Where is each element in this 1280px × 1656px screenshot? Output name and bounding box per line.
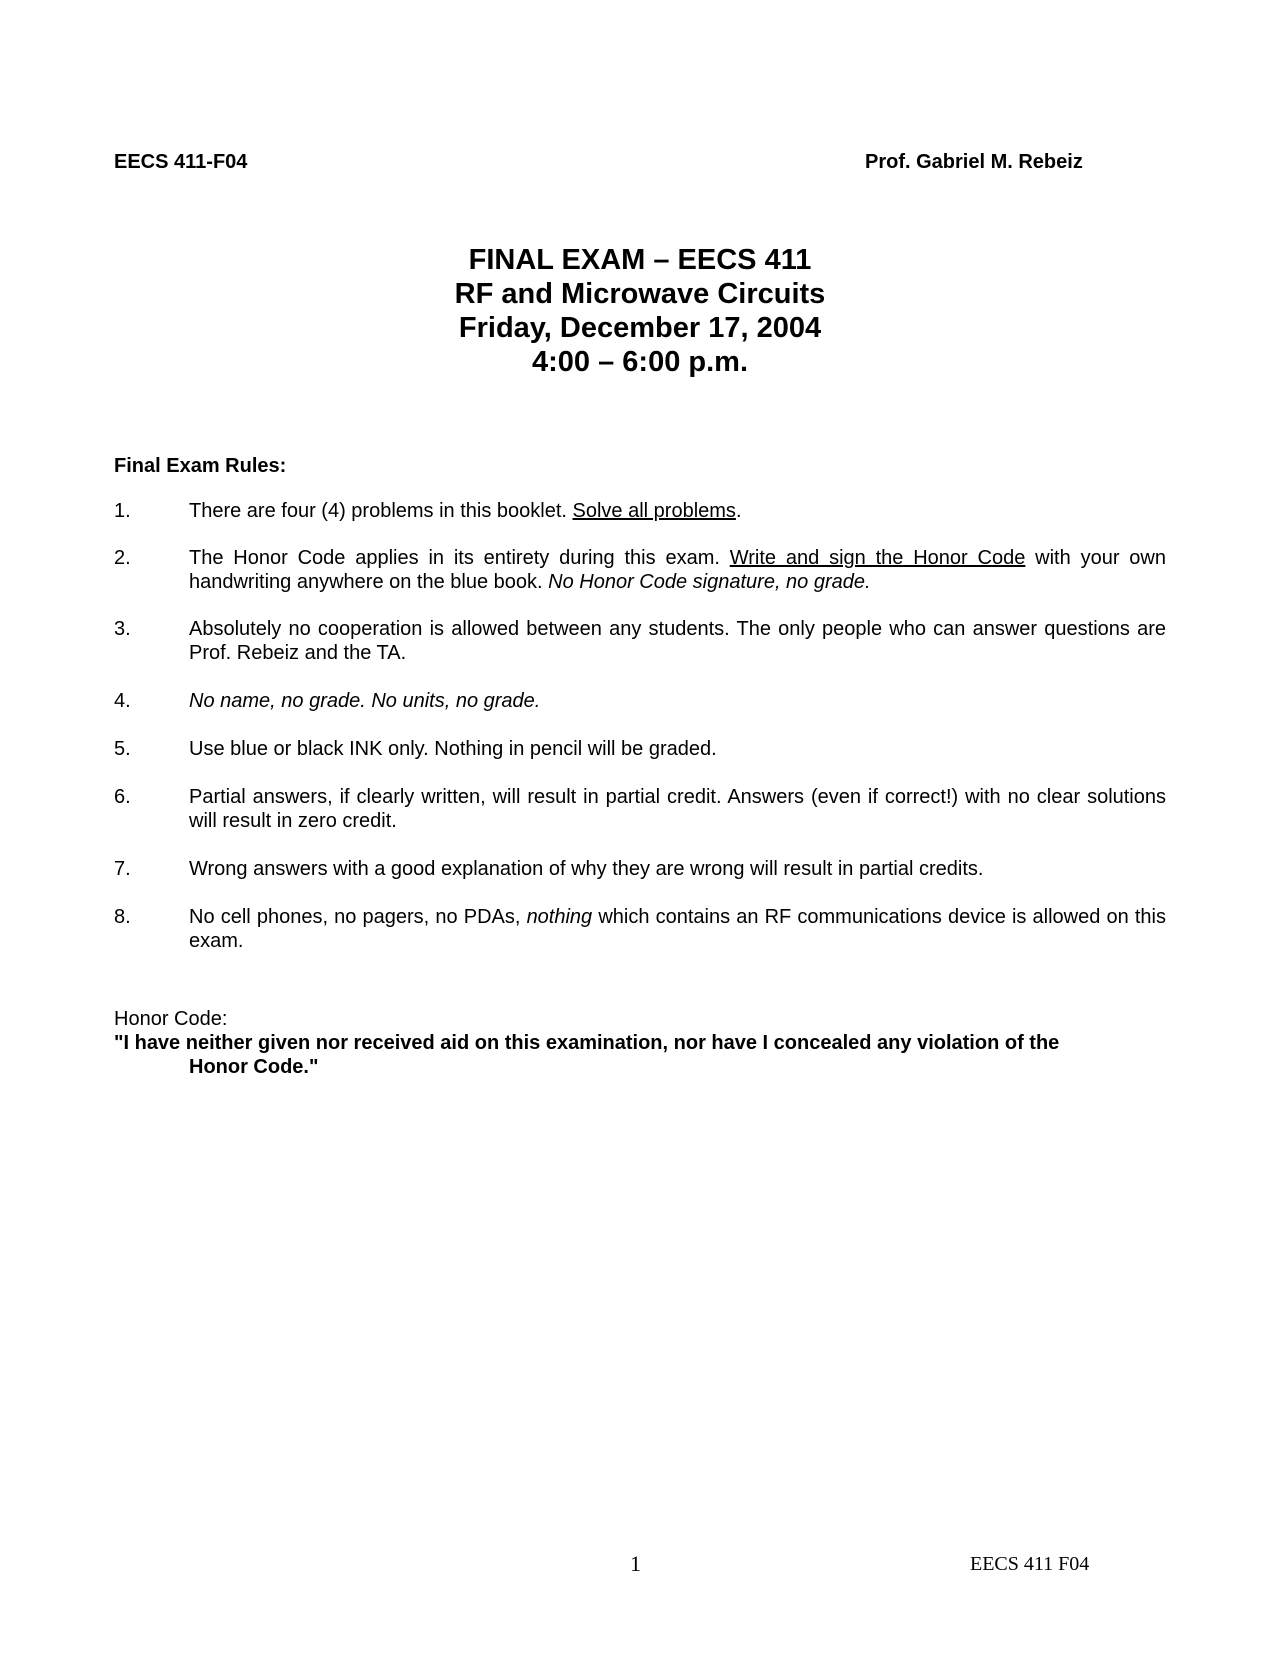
rule-text-segment: No cell phones, no pagers, no PDAs, [189, 906, 527, 928]
rule-text [189, 546, 1166, 594]
rule-text-segment: . [735, 500, 742, 522]
rule-number: 5. [114, 738, 131, 760]
rule-text [189, 689, 1166, 713]
exam-date: Friday, December 17, 2004 [458, 312, 822, 344]
exam-title: FINAL EXAM – EECS 411 [468, 244, 812, 276]
rule-italic-text: No Honor Code signature, no grade. [548, 571, 871, 593]
rule-text [189, 737, 1166, 761]
rule-text-segment: The Honor Code applies in its entirety during this exam. [189, 547, 730, 569]
rule-italic-text: No name, no grade. No units, no grade. [189, 690, 541, 712]
rule-number: 3. [114, 618, 131, 640]
footer-course-code: EECS 411 F04 [970, 1553, 1090, 1575]
rule-number: 6. [114, 786, 131, 808]
rule-text [189, 785, 1166, 833]
honor-code-line: Honor Code." [189, 1056, 319, 1078]
professor-name: Prof. Gabriel M. Rebeiz [865, 151, 1083, 173]
honor-code-statement [114, 1031, 1134, 1079]
rule-item [114, 737, 1166, 761]
rule-italic-text: nothing [526, 906, 593, 928]
rule-item [114, 905, 1166, 953]
rule-item [114, 857, 1166, 881]
rule-text-segment: which contains an RF communications device is allowed on this exam. [189, 906, 1166, 952]
exam-time: 4:00 – 6:00 p.m. [532, 346, 748, 378]
exam-title-block [0, 243, 1280, 379]
rule-underlined-text: Solve all problems [572, 500, 736, 522]
rule-number: 1. [114, 500, 131, 522]
rule-number: 2. [114, 547, 131, 569]
rule-text [189, 499, 1166, 523]
rule-text-segment: Absolutely no cooperation is allowed between any students. The only people who can answer questions are Prof. Rebeiz and the TA. [189, 618, 1166, 664]
rule-item [114, 499, 1166, 523]
rule-number: 7. [114, 858, 131, 880]
course-title: RF and Microwave Circuits [454, 278, 826, 310]
rule-item [114, 546, 1166, 594]
rule-item [114, 785, 1166, 833]
rule-item [114, 617, 1166, 665]
honor-code-label: Honor Code: [114, 1008, 228, 1030]
rule-number: 4. [114, 690, 131, 712]
rule-underlined-text: Write and sign the Honor Code [729, 547, 1026, 569]
rule-text-segment: Wrong answers with a good explanation of why they are wrong will result in partial credits. [189, 858, 984, 880]
rule-text [189, 905, 1166, 953]
course-code: EECS 411-F04 [114, 151, 248, 173]
rule-text-segment: There are four (4) problems in this booklet. [189, 500, 573, 522]
page-number: 1 [630, 1551, 641, 1576]
rule-text-segment: with your own handwriting anywhere on the blue book. [189, 547, 1166, 593]
rule-text-segment: Use blue or black INK only. Nothing in pencil will be graded. [189, 738, 717, 760]
rules-heading: Final Exam Rules: [114, 455, 287, 477]
honor-code-line: "I have neither given nor received aid on this examination, nor have I concealed any violation of the [114, 1032, 1060, 1054]
rule-text [189, 857, 1166, 881]
rule-text [189, 617, 1166, 665]
rule-number: 8. [114, 906, 131, 928]
rule-item [114, 689, 1166, 713]
rule-text-segment: Partial answers, if clearly written, will result in partial credit. Answers (even if correct!) with no clear solutions will result in zero credit. [189, 786, 1166, 832]
